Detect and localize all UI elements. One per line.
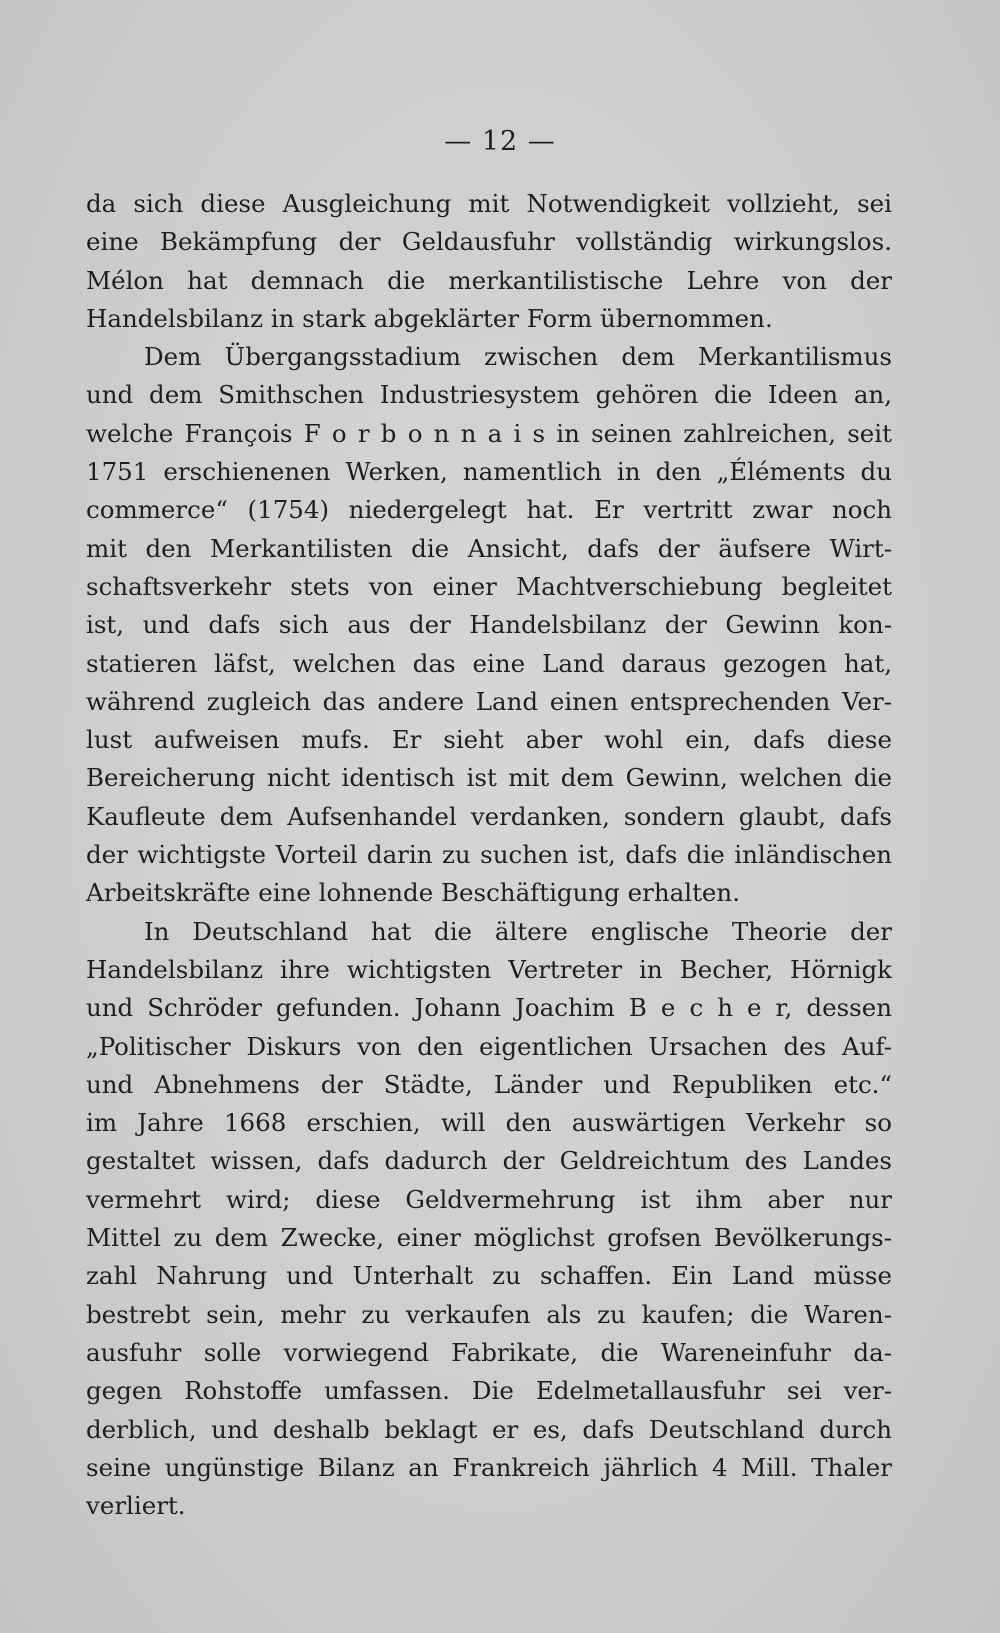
text-line: verliert. [86, 1491, 186, 1521]
text-line: gegen Rohstoffe umfassen. Die Edelmetallausfuhr sei ver- [86, 1376, 892, 1406]
text-line: statieren läfst, welchen das eine Land daraus gezogen hat, [86, 648, 892, 678]
text-line: gestaltet wissen, dafs dadurch der Geldreichtum des Landes [86, 1146, 892, 1176]
text-line: Handelsbilanz in stark abgeklärter Form übernommen. [86, 303, 773, 333]
text-line: und Abnehmens der Städte, Länder und Republiken etc.“ [86, 1069, 892, 1099]
text-line: ausfuhr solle vorwiegend Fabrikate, die Wareneinfuhr da- [86, 1337, 892, 1367]
text-line: Dem Übergangsstadium zwischen dem Merkantilismus [144, 342, 892, 372]
text-line: commerce“ (1754) niedergelegt hat. Er vertritt zwar noch [86, 495, 892, 525]
text-line: welche François F o r b o n n a i s in seinen zahlreichen, seit [86, 418, 892, 448]
text-line: Bereicherung nicht identisch ist mit dem Gewinn, welchen die [86, 763, 892, 793]
text-line: der wichtigste Vorteil darin zu suchen ist, dafs die inländischen [86, 840, 892, 870]
page-number: — 12 — [444, 126, 556, 157]
text-line: und Schröder gefunden. Johann Joachim B e c h e r, dessen [86, 993, 892, 1023]
text-line: Kaufleute dem Aufsenhandel verdanken, sondern glaubt, dafs [86, 801, 892, 831]
text-line: 1751 erschienenen Werken, namentlich in den „Éléments du [86, 457, 892, 487]
text-line: „Politischer Diskurs von den eigentlichen Ursachen des Auf- [86, 1031, 892, 1061]
text-line: zahl Nahrung und Unterhalt zu schaffen. Ein Land müsse [86, 1261, 892, 1291]
text-line: schaftsverkehr stets von einer Machtverschiebung begleitet [86, 571, 892, 601]
text-line: da sich diese Ausgleichung mit Notwendigkeit vollzieht, sei [86, 189, 892, 218]
text-line: mit den Merkantilisten die Ansicht, dafs der äufsere Wirt- [86, 533, 892, 563]
text-line: und dem Smithschen Industriesystem gehören die Ideen an, [86, 380, 892, 410]
text-line: ist, und dafs sich aus der Handelsbilanz der Gewinn kon- [86, 610, 892, 640]
text-line: lust aufweisen mufs. Er sieht aber wohl ein, dafs diese [86, 725, 892, 755]
text-line: Mélon hat demnach die merkantilistische Lehre von der [86, 265, 892, 295]
text-line: während zugleich das andere Land einen entsprechenden Ver- [86, 686, 892, 716]
text-line: im Jahre 1668 erschien, will den auswärtigen Verkehr so [86, 1108, 892, 1138]
text-line: bestrebt sein, mehr zu verkaufen als zu kaufen; die Waren- [86, 1299, 892, 1329]
text-line: eine Bekämpfung der Geldausfuhr vollständig wirkungslos. [86, 227, 892, 257]
text-line: Handelsbilanz ihre wichtigsten Vertreter in Becher, Hörnigk [86, 954, 892, 984]
text-line: derblich, und deshalb beklagt er es, dafs Deutschland durch [86, 1414, 892, 1444]
body-text [86, 185, 892, 1525]
text-line: In Deutschland hat die ältere englische Theorie der [144, 916, 892, 946]
text-line: vermehrt wird; diese Geldvermehrung ist ihm aber nur [86, 1184, 892, 1214]
text-line: Arbeitskräfte eine lohnende Beschäftigung erhalten. [86, 878, 740, 908]
text-line: Mittel zu dem Zwecke, einer möglichst grofsen Bevölkerungs- [86, 1223, 892, 1253]
text-line: seine ungünstige Bilanz an Frankreich jährlich 4 Mill. Thaler [86, 1452, 892, 1482]
